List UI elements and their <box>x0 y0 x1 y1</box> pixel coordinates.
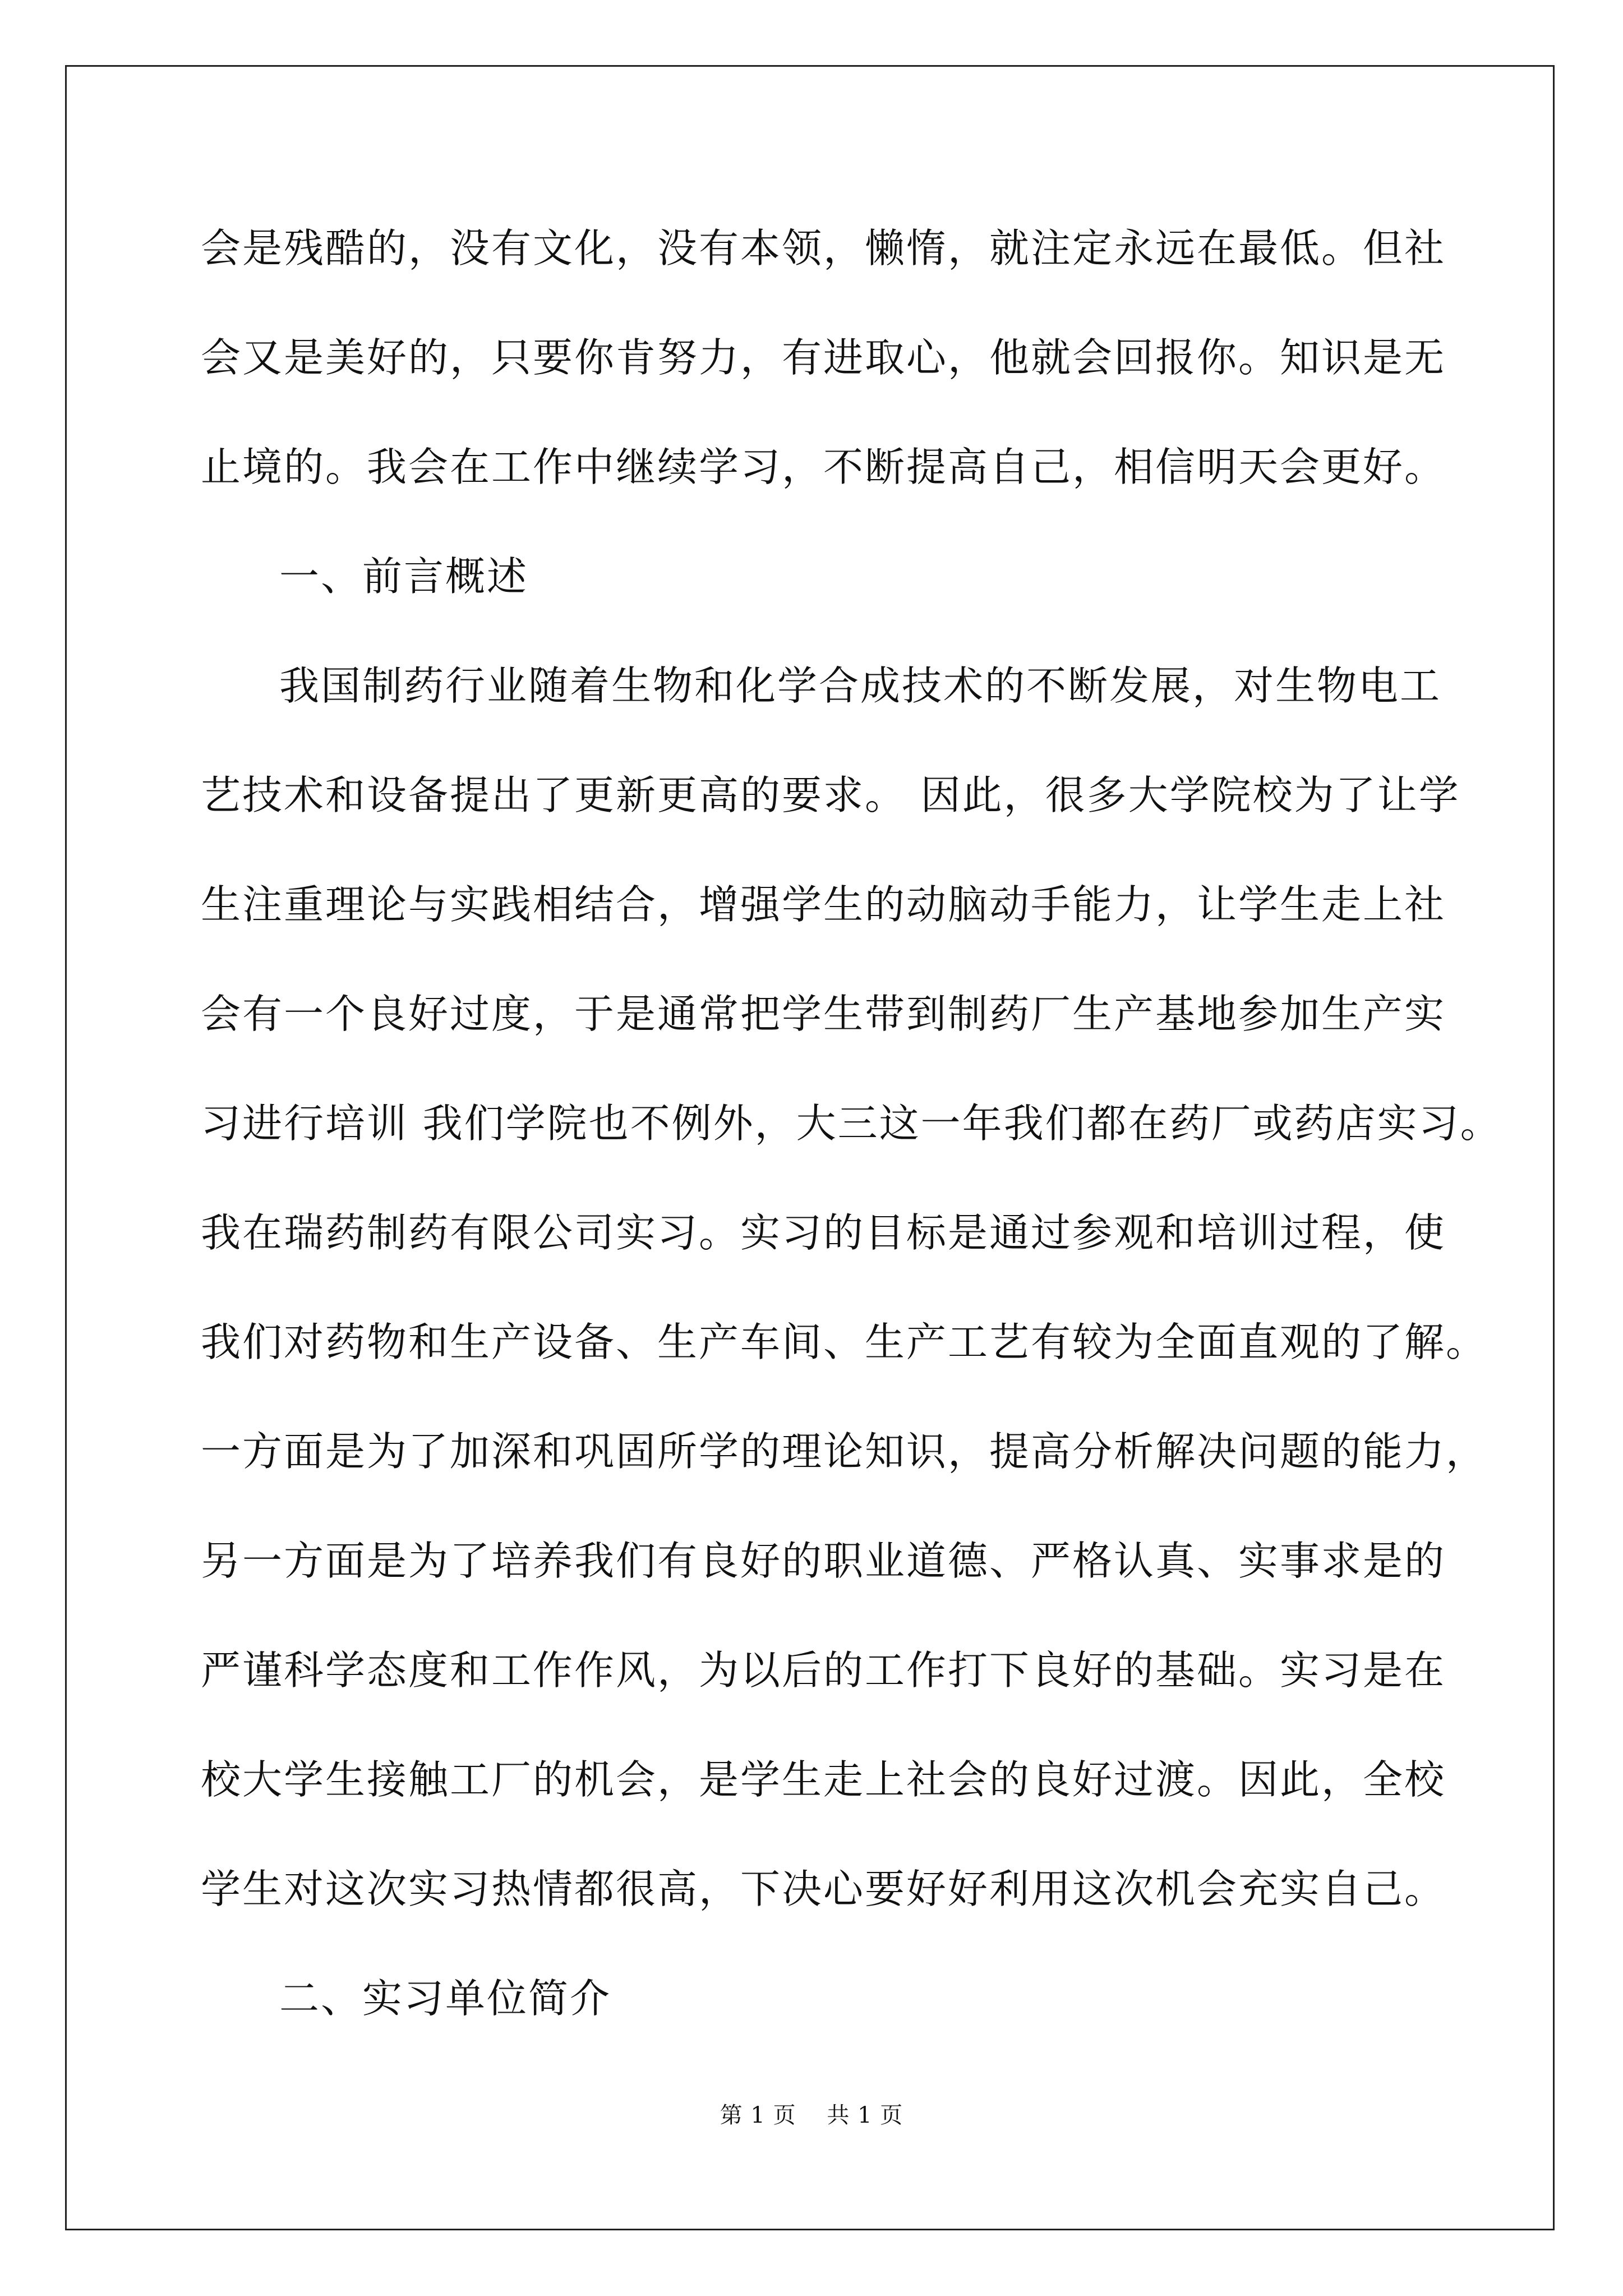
body-line-5: 我国制药行业随着生物和化学合成技术的不断发展，对生物电工 <box>279 662 1442 709</box>
section-heading-preface: 一、前言概述 <box>279 553 529 600</box>
body-line-8: 会有一个良好过度，于是通常把学生带到制药厂生产基地参加生产实 <box>201 991 1446 1037</box>
body-line-13: 另一方面是为了培养我们有良好的职业道德、严格认真、实事求是的 <box>201 1538 1446 1584</box>
section-heading-company: 二、实习单位简介 <box>279 1975 612 2022</box>
body-line-7: 生注重理论与实践相结合，增强学生的动脑动手能力，让学生走上社 <box>201 881 1446 928</box>
body-line-1: 会是残酷的，没有文化，没有本领，懒惰，就注定永远在最低。但社 <box>201 225 1446 272</box>
body-line-2: 会又是美好的，只要你肯努力，有进取心，他就会回报你。知识是无 <box>201 334 1446 381</box>
body-line-10: 我在瑞药制药有限公司实习。实习的目标是通过参观和培训过程，使 <box>201 1209 1446 1256</box>
body-line-6: 艺技术和设备提出了更新更高的要求。 因此，很多大学院校为了让学 <box>201 772 1460 818</box>
body-line-16: 学生对这次实习热情都很高，下决心要好好利用这次机会充实自己。 <box>201 1866 1446 1912</box>
body-line-11: 我们对药物和生产设备、生产车间、生产工艺有较为全面直观的了解。 <box>201 1319 1488 1365</box>
body-line-15: 校大学生接触工厂的机会，是学生走上社会的良好过渡。因此，全校 <box>201 1756 1446 1803</box>
body-line-12: 一方面是为了加深和巩固所学的理论知识，提高分析解决问题的能力， <box>201 1428 1488 1475</box>
page-number-footer: 第 1 页 共 1 页 <box>720 2102 903 2128</box>
body-line-9: 习进行培训 我们学院也不例外，大三这一年我们都在药厂或药店实习。 <box>201 1100 1502 1147</box>
body-line-14: 严谨科学态度和工作作风，为以后的工作打下良好的基础。实习是在 <box>201 1647 1446 1694</box>
body-line-3: 止境的。我会在工作中继续学习，不断提高自己，相信明天会更好。 <box>201 444 1446 490</box>
